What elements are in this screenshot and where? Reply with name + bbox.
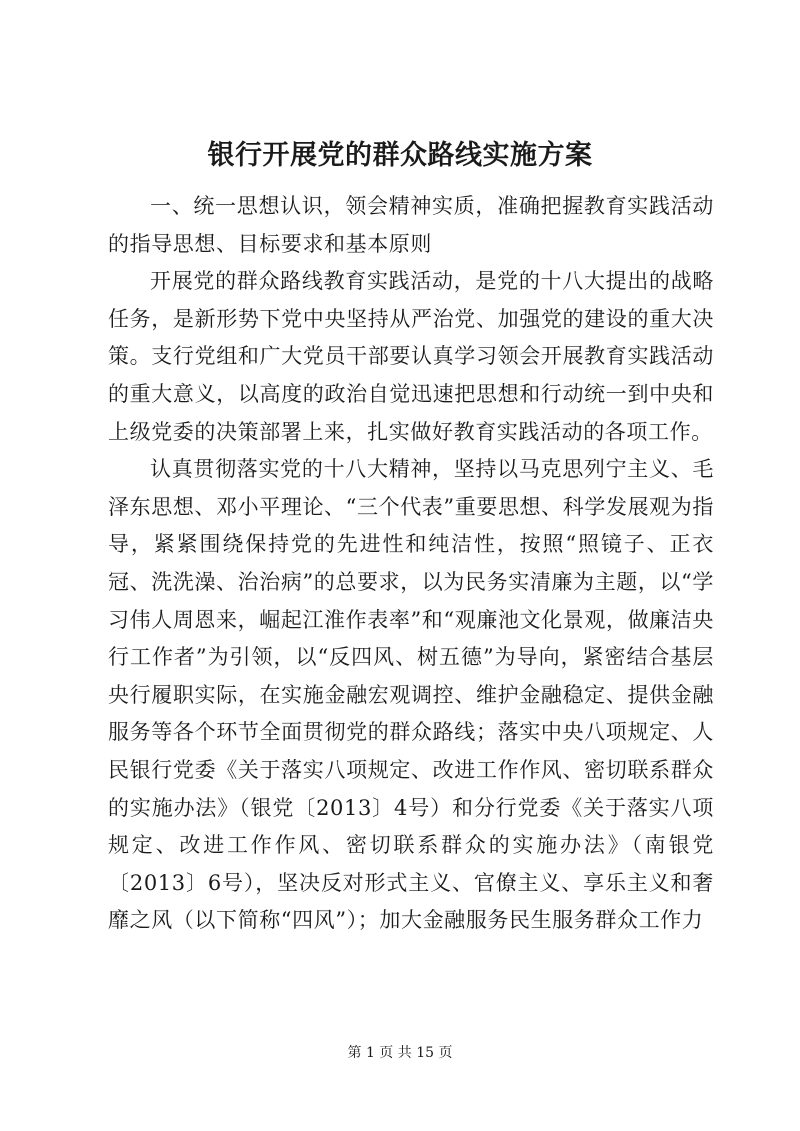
body-paragraph-1: 开展党的群众路线教育实践活动，是党的十八大提出的战略任务，是新形势下党中央坚持从严治党、加强党的建设的重大决策。支行党组和广大党员干部要认真学习领会开展教育实践活动的重大意义，以高度的政治自觉迅速把思想和行动统一到中央和上级党委的决策部署上来，扎实做好教育实践活动的各项工作。 (108, 269, 714, 444)
body-paragraph-2: 认真贯彻落实党的十八大精神，坚持以马克思列宁主义、毛泽东思想、邓小平理论、“三个代表”重要思想、科学发展观为指导，紧紧围绕保持党的先进性和纯洁性，按照“照镜子、正衣冠、洗洗澡、治治病”的总要求，以为民务实清廉为主题，以“学习伟人周恩来，崛起江淮作表率”和“观廉池文化景观，做廉洁央行工作者”为引领，以“反四风、树五德”为导向，紧密结合基层央行履职实际，在实施金融宏观调控、维护金融稳定、提供金融服务等各个环节全面贯彻党的群众路线；落实中央八项规定、人民银行党委《关于落实八项规定、改进工作作风、密切联系群众的实施办法》（银党〔2013〕4号）和分行党委《关于落实八项规定、改进工作作风、密切联系群众的实施办法》（南银党〔2013〕6号），坚决反对形式主义、官僚主义、享乐主义和奢靡之风（以下简称“四风”）；加大金融服务民生服务群众工作力 (108, 457, 714, 933)
document-title: 银行开展党的群众路线实施方案 (207, 140, 593, 171)
document-body (108, 188, 714, 940)
section-heading-paragraph: 一、统一思想认识，领会精神实质，准确把握教育实践活动的指导思想、目标要求和基本原则 (108, 194, 714, 256)
page-number-footer: 第 1 页 共 15 页 (347, 1045, 453, 1061)
